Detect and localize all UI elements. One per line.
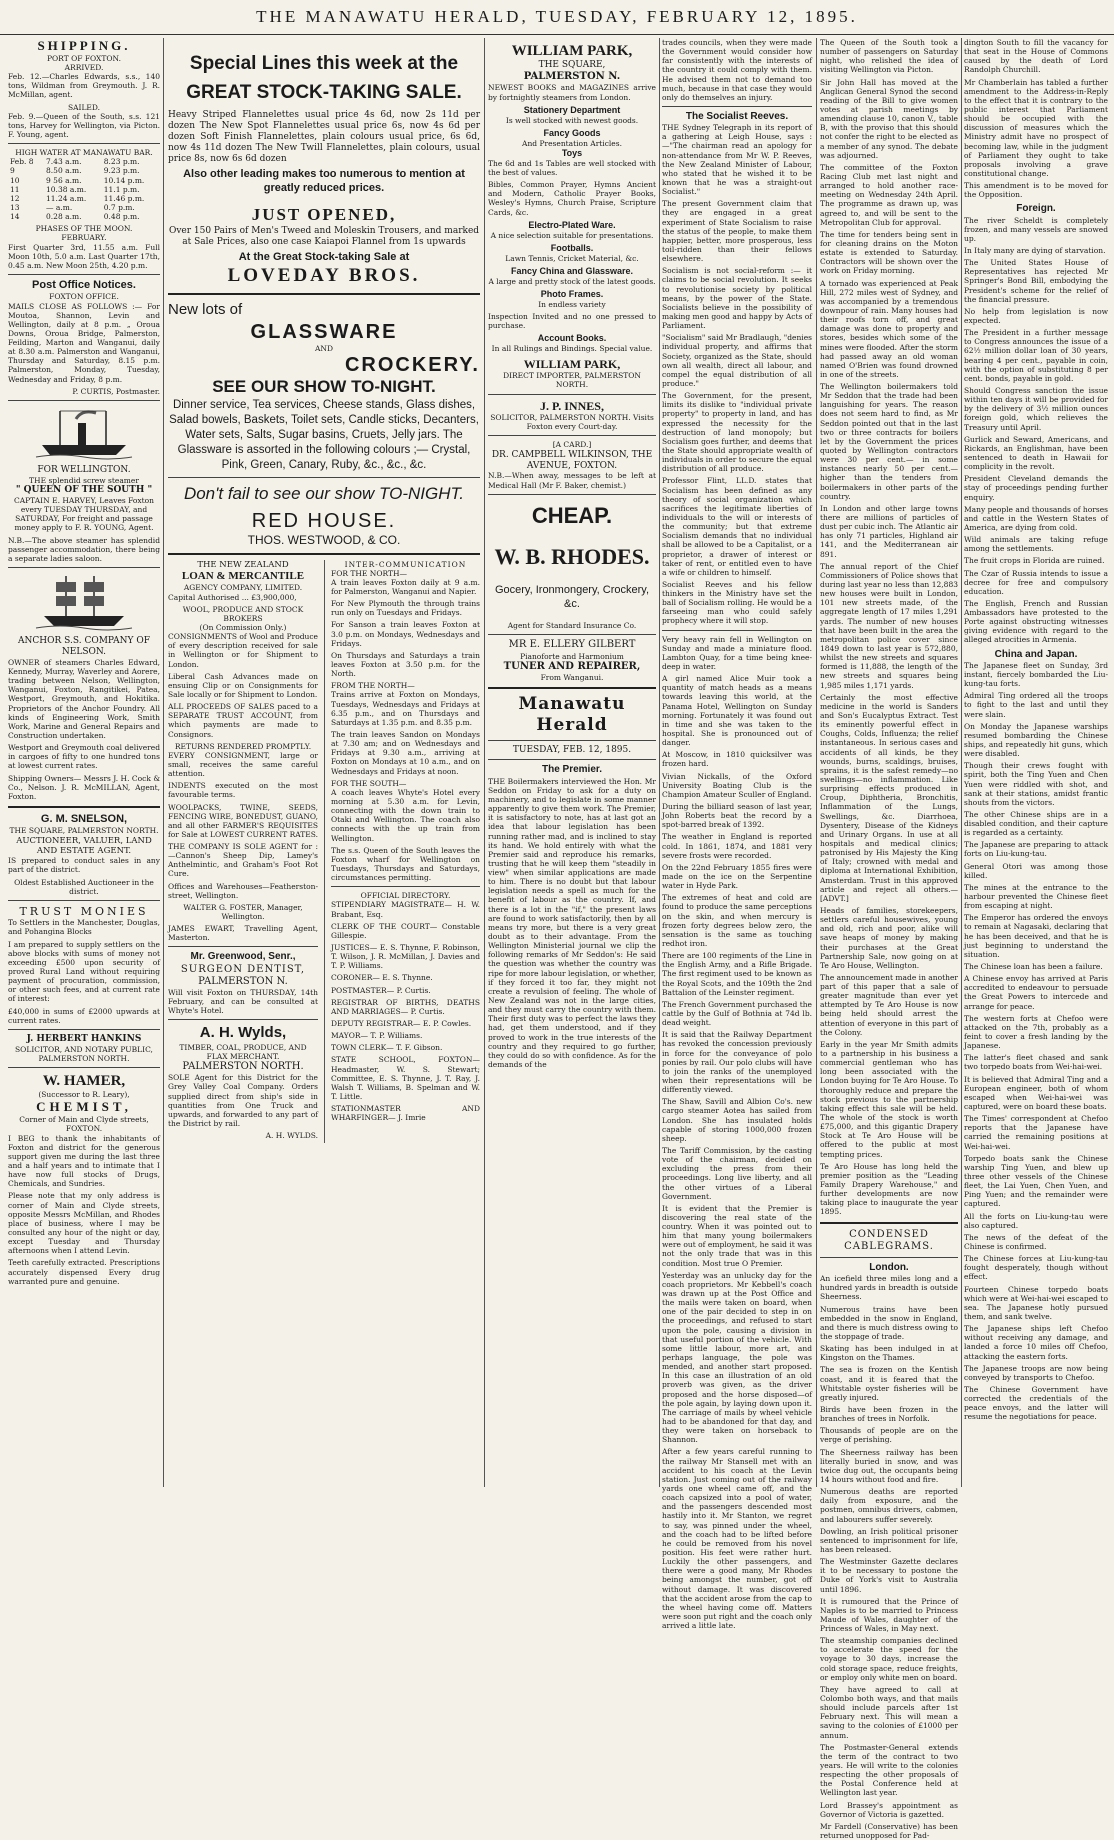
cable-item: This amendment is to be moved for the Opposition. xyxy=(964,181,1108,200)
anchor-agents: Shipping Owners— Messrs J. H. Cock & Co., Nelson. J. R. McMILLAN, Agent, Foxton. xyxy=(8,773,160,801)
war-item: The western forts at Chefoo were attacked on the 7th, probably as a feint to cover a fresh landing by the Japanese. xyxy=(964,1013,1108,1051)
mails-text: MAILS CLOSE AS FOLLOWS :— For Moutoa, Shannon, Levin and Wellington, daily at 8 p.m. „ Oroua Downs, Oroua Bridge, Palmerston, Feilding, Marton and Wanganui, daily at 8.30 a.m. Palmerston and Wanganui, Thursday and Saturday, 8.15 p.m. Palmerston, Monday, Tuesday, Wednesday and Friday, 8 p.m. xyxy=(8,301,160,384)
war-item: Though their crews fought with spirit, both the Ting Yuen and Chen Yuen were riddled with shot, and sank at their stations, amidst frantic shouts from the victors. xyxy=(964,761,1108,807)
news-item: There are 100 regiments of the Line in the English Army, and a Rifle Brigade. The first regiment used to be known as the Royal Scots, and the 109th the 2nd Battalion of the Leinster regiment. xyxy=(662,951,812,997)
news-item: Te Aro House has long held the premier position as the "Leading Family Drapery Warehouse," and further developments are now taking place to inaugurate the year 1895. xyxy=(820,1161,958,1217)
column-rule xyxy=(324,560,325,1144)
hankins-heading: J. HERBERT HANKINS xyxy=(26,1033,142,1044)
foreign-item: The river Scheldt is completely frozen, and many vessels are snowed up. xyxy=(964,215,1108,243)
post-office-sub: FOXTON OFFICE. xyxy=(49,292,119,302)
special-lines-heading: Special Lines this week at the xyxy=(189,53,459,74)
arrived-label: ARRIVED. xyxy=(64,63,104,72)
column-rule xyxy=(961,38,962,1487)
trousers-text: Over 150 Pairs of Men's Tweed and Moleskin Trousers, and marked at Sale Prices, also one case Kaiapoi Flannel from 1s upwards xyxy=(168,225,480,247)
war-item: The Chinese Government have corrected the credentials of the peace envoys, and the latter will resume the negotiations for peace. xyxy=(964,1384,1108,1422)
snelson-heading: G. M. SNELSON, xyxy=(40,813,128,826)
wylds-text: SOLE Agent for this District for the Grey Valley Coal Company. Orders supplied direct from ship's side in quantities from One Truck and upwards, and forwarded to any part of the District by rail. xyxy=(168,1073,318,1128)
footballs-heading: Footballs. xyxy=(550,242,594,253)
cable-item: The sea is frozen on the Kentish coast, and it is feared that the Whitstable oyster fisheries will be greatly injured. xyxy=(820,1365,958,1402)
wilkinson-heading: DR. CAMPBELL WILKINSON, THE AVENUE, FOXTON. xyxy=(491,449,653,471)
cable-item: Lord Brassey's appointment as Governor of Victoria is gazetted. xyxy=(820,1800,958,1819)
moon-month: FEBRUARY. xyxy=(61,233,107,243)
anchor-text: OWNER of steamers Charles Edward, Kennedy, Murray, Waverley and Aorere, trading between Nelson, Wellington, Wanganui, Foxton, Rangitikei, Patea, Westport, Greymouth, and Hokitika. Proprietors of the Anchor Foundry. All kinds of Engineering Work, Smith Work, Marine and General Repairs and Construction undertaken. xyxy=(8,657,160,741)
london-heading: London. xyxy=(869,1261,909,1273)
table-row: 13 — a.m. 0.7 p.m. xyxy=(10,202,135,212)
for-wellington-heading: FOR WELLINGTON. xyxy=(37,464,131,475)
palmerston-line: PALMERSTON N. xyxy=(523,71,621,83)
socialist-heading: The Socialist Reeves. xyxy=(685,110,789,122)
masthead: THE MANAWATU HERALD, TUESDAY, FEBRUARY 12, 1895. xyxy=(0,0,1114,35)
piano-line: Pianoforte and Harmonium xyxy=(520,651,624,661)
at-sale-line: At the Great Stock-taking Sale at xyxy=(238,250,410,263)
news-item: It is evident that the Premier is discovering the real state of the country. When it was pointed out to him that many young boilermakers were out of employment, he said it was not the only trade that was in this condition. Most true O Premier. xyxy=(662,1203,812,1268)
from-north-2: The train leaves Sandon on Mondays at 7.30 am; and on Wednesdays and Fridays at 9.30 a.m., arriving at Foxton on Mondays at 10 a.m., and on Wednesdays and Fridays at noon. xyxy=(331,730,480,776)
foreign-item: The fruit crops in Florida are ruined. xyxy=(964,556,1105,566)
gilbert-heading: MR E. ELLERY GILBERT xyxy=(508,639,636,651)
captain-notice: CAPTAIN E. HARVEY, Leaves Foxton every TUESDAY THURSDAY, and SATURDAY, For freight and passage money apply to F. R. YOUNG, Agent. xyxy=(13,495,155,533)
flannelette-prices: Heavy Striped Flannelettes usual price 4s 6d, now 2s 11d per dozen The New Spot Flannelettes usual price 6s, now 4s 6d per dozen Soft Finish Flannelettes, plain colours usual price, 6s 6d, now 4s 11d dozen The New Twill Flannelettes, plain colours, usual price 8s, now 6s 6d dozen xyxy=(168,110,480,165)
cable-item: dington South to fill the vacancy for that seat in the House of Commons caused by the death of Lord Randolph Churchill. xyxy=(964,38,1108,75)
account-text: In all Rulings and Bindings. Special value. xyxy=(491,344,653,354)
news-item: After a few years careful running to the railway Mr Stansell met with an accident to his coach at the Levin station. Just coming out of the railway yards one wheel came off, and the coach capsized into a pool of water, and the passengers descended most hastily into it. Mr Stanton, we regret to say, was pinned under the wheel, and the coach had to be lifted before he could be removed from his novel position. His feet were rather hurt. Luckily the other passengers, and there were a good many, Mr Rhodes being amongst the number, got off without damage. It was discovered that the accident arose from the cap to the wheel having come off. Matters were soon put right and the coach only arrived a little late. xyxy=(662,1447,812,1631)
socialist-p7: Socialist Reeves and his fellow thinkers in the Ministry have set the ball of Socialism rolling. He would be a farseeing man who could safely prophecy where it will stop. xyxy=(662,579,812,626)
news-item: The Wellington boilermakers told Mr Seddon that the trade had been languishing for years. The reason does not seem hard to find, as Mr Seddon pointed out that in the last two or three contracts for boilers let by the Government the prices quoted by Wellington contractors were 30 per cent.— in some instances nearly 50 per cent.— higher than the tenders from boilermakers in other parts of the country. xyxy=(820,382,958,501)
innes-heading: J. P. INNES, xyxy=(540,398,604,413)
cablegrams-heading: CONDENSED CABLEGRAMS. xyxy=(844,1228,934,1252)
stationmaster: STATIONMASTER AND WHARFINGER— J. Imrie xyxy=(331,1104,480,1123)
oldest-auctioneer: Oldest Established Auctioneer in the district. xyxy=(14,877,154,896)
toys-text: The 6d and 1s Tables are well stocked with the best of values. xyxy=(488,158,656,178)
lower-left-ads xyxy=(168,560,318,1144)
news-item: It is said that the Railway Department has revoked the concession previously in force for the conveyance of polo ponies by rail. Our polo clubs will have to join the ranks of the unemployed when their representations will be differently viewed. xyxy=(662,1030,812,1095)
china-text: A large and pretty stock of the latest goods. xyxy=(488,276,656,286)
from-wanganui: From Wanganui. xyxy=(540,672,604,682)
crockery-heading: CROCKERY. xyxy=(344,354,480,377)
steamer-line: THE splendid screw steamer xyxy=(29,475,139,485)
william-park-sig: WILLIAM PARK, xyxy=(523,356,621,371)
column-4 xyxy=(662,38,812,1631)
premier-article: THE Boilermakers interviewed the Hon. Mr Seddon on Friday to ask for a duty on machinery, and to legislate in some manner apparently to give them work. The Premier, it is satisfactory to note, has at last got an idea that labour legislation has been running rather mad, and is inclined to stay its hand. We hold entirely with what the Premier said and reproduce his remarks, trusting that he will keep them "steadily in view" when similar applications are made to him. There is no doubt but that labour legislation needs a spell as much for the benefit of labour as the country. If, and there is a lot in the "if," the present laws are found to work satisfactorily, then by all means try more, but there is a very great doubt as to their advantage. From the Wellington Ministerial journal we clip the following remarks of Mr Seddon's: He said the question was whether the country was ripe for more labour legislation, or whether, if they forced it too far, they might not create a revulsion of feeling. The whole of New Zealand was not in the large cities, and they must carry the country with them. Their first duty was to perfect the laws they had, get them understood, and if they proved to work in the true interests of the country and they required to go further, they could do so with confidence. As for the demands of the xyxy=(488,776,656,1070)
direct-importer: DIRECT IMPORTER, PALMERSTON NORTH. xyxy=(503,371,641,390)
card-label: [A CARD.] xyxy=(552,440,592,450)
anchor-text-2: Westport and Greymouth coal delivered in cargoes of fifty to one hundred tons at lowest current rates. xyxy=(8,743,160,771)
table-row: 11 10.38 a.m. 11.1 p.m. xyxy=(10,184,140,194)
north-1: A train leaves Foxton daily at 9 a.m. for Palmerston, Wanganui and Napier. xyxy=(331,577,480,597)
foreign-item: The President in a further message to Congress announces the issue of a 62½ million dollar loan of 30 years, bearing 4 per cent., payable in coin, with the option of substituting 8 per cent. bonds, payable in gold. xyxy=(964,328,1108,383)
cable-item: Numerous deaths are reported daily from exposure, and the postmen, omnibus drivers, cabmen, and labourers suffer severely. xyxy=(820,1487,958,1524)
lower-right-ads xyxy=(331,560,480,1144)
china-heading: Fancy China and Glassware. xyxy=(510,265,634,276)
lower-ads xyxy=(168,560,480,1144)
news-item: Certainly the most effective medicine in the world is Sanders and Son's Eucalyptus Extract. Test its eminently powerful effect in Coughs, Colds, Influenza; the relief instantaneous. In serious cases and accidents of all kinds, be they wounds, burns, scaldings, bruises, sprains, it is the safest remedy—no swellings—no inflammation. Like surprising effects produced in Croup, Diphtheria, Bronchitis, Inflammation of the Lungs, Swellings, &c. Diarrhoea, Dysentery, Disease of the Kidneys and Urinary Organs. In use at all hospitals and medical clinics; patronised by His Majesty the King of Italy; crowned with medal and diploma at International Exhibition, Amsterdam. Trust in this approved article and reject all others.—[ADVT.] xyxy=(820,692,958,903)
news-item: In London and other large towns there are millions of particles of dust per cubic inch. The Atlantic air has only 71 particles, Highland air 141, and the Mediterranean air 891. xyxy=(820,503,958,559)
indents-text: INDENTS executed on the most favourable terms. xyxy=(168,781,318,800)
foreign-item: Should Congress sanction the issue within ten days it will be provided for by the delivery of 3½ million ounces foreign gold, which relieves the Treasury until April. xyxy=(964,385,1108,432)
grocery-line: Gocery, Ironmongery, Crockery, &c. xyxy=(494,584,650,610)
premier-heading: The Premier. xyxy=(541,764,603,776)
news-item: The Tariff Commission, by the casting vote of the chairman, decided on excluding the press from their proceedings. Long live liberty, and all the other virtues of a Liberal Government. xyxy=(662,1145,812,1201)
timber-line: TIMBER, COAL, PRODUCE, AND FLAX MERCHANT. xyxy=(179,1042,307,1061)
north-4: On Thursdays and Saturdays a train leaves Foxton at 3.50 p.m. for the North. xyxy=(331,650,480,679)
news-item: At Moscow, in 1810 quicksilver was frozen hard. xyxy=(662,750,812,769)
returns-line: RETURNS RENDERED PROMPTLY. xyxy=(174,741,312,751)
war-item: It is believed that Admiral Ting and a European engineer, both of whom escaped when Wei-hai-wei was captured, were on board these boats. xyxy=(964,1074,1108,1111)
official-directory-heading: OFFICIAL DIRECTORY. xyxy=(360,891,451,901)
table-row: 9 8.50 a.m. 9.23 p.m. xyxy=(10,166,140,176)
photo-text: In endless variety xyxy=(538,300,606,310)
anchor-heading: ANCHOR S.S. COMPANY OF NELSON. xyxy=(18,635,150,657)
tuner-line: TUNER AND REPAIRER, xyxy=(503,660,641,672)
war-item: The Times' correspondent at Chefoo reports that the Japanese have carried the remaining positions at Wei-hai-wei. xyxy=(964,1114,1108,1151)
war-item: Torpedo boats sank the Chinese warship Ting Yuen, and blew up three other vessels of the Chinese fleet, the Lai Yuen, Chen Yuen, and Ping Yuen; and the remainder were captured. xyxy=(964,1153,1108,1209)
foreign-item: The Czar of Russia intends to issue a decree for free and compulsory education. xyxy=(964,568,1108,596)
hamer-text-2: Please note that my only address is corner of Main and Clyde streets, opposite Messrs McMillan, and Rhodes place of business, where I may be consulted any hour of the night or day, except Tuesday and Thursday afternoons when I attend Levin. xyxy=(8,1191,160,1256)
registrar: REGISTRAR OF BIRTHS, DEATHS AND MARRIAGES— P. Curtis. xyxy=(331,997,480,1016)
post-office-heading: Post Office Notices. xyxy=(32,278,136,291)
inspection-text: Inspection Invited and no one pressed to purchase. xyxy=(488,312,656,331)
stipendiary: STIPENDIARY MAGISTRATE— H. W. Brabant, Esq. xyxy=(331,900,480,919)
snelson-sub: THE SQUARE, PALMERSTON NORTH. xyxy=(9,826,159,836)
war-item: The Japanese troops are now being conveyed by transports to Chefoo. xyxy=(964,1363,1108,1382)
show-tonight: SEE OUR SHOW TO-NIGHT. xyxy=(212,377,436,397)
column-rule xyxy=(484,38,485,1487)
steamship-icon xyxy=(36,405,132,461)
news-item: Sir John Hall has moved at the Anglican General Synod the second reading of the Bill to give women votes at parish meetings by amending clause 10, canon V., table B, with the proviso that this should not confer the right to be elected as a member of any synod. The debate was adjourned. xyxy=(820,77,958,160)
glassware-heading: GLASSWARE xyxy=(250,320,398,343)
cable-item: The Sheerness railway has been literally buried in snow, and was twice dug out, the occupants being 14 hours without food and fire. xyxy=(820,1447,958,1484)
wilkinson-nb: N.B.—When away, messages to be left at Medical Hall (Mr F. Baker, chemist.) xyxy=(488,471,656,490)
shipping-heading: SHIPPING. xyxy=(37,38,131,53)
for-south-label: FOR THE SOUTH— xyxy=(331,778,407,788)
foreign-heading: Foreign. xyxy=(1016,203,1056,215)
fancy-goods-sub: And Presentation Articles. xyxy=(522,138,622,148)
every-consignment: EVERY CONSIGNMENT, large or small, receives the same careful attention. xyxy=(168,750,318,779)
greenwood-town: PALMERSTON N. xyxy=(198,975,288,987)
also-other-makes: Also other leading makes too numerous to mention at greatly reduced prices. xyxy=(183,168,465,194)
foreign-item: In Italy many are dying of starvation. xyxy=(964,246,1106,255)
justices: JUSTICES— E. S. Thynne, F. Robinson, T. Wilson, J. R. McMillan, J. Davies and T. P. Williams. xyxy=(331,942,480,971)
news-item: On the 22nd February 1855 fires were made on the ice on the Serpentine water in Hyde Park. xyxy=(662,862,812,891)
arrival-entry: Feb. 12.—Charles Edwards, s.s., 140 tons, Wildman from Greymouth. J. R. McMillan, agent. xyxy=(8,72,160,100)
insurance-agent: Agent for Standard Insurance Co. xyxy=(507,621,637,631)
moon-phases: First Quarter 3rd, 11.55 a.m. Full Moon 10th, 5.0 a.m. Last Quarter 17th, 0.45 a.m. New Moon 25th, 4.20 p.m. xyxy=(8,242,160,270)
cable-item: Thousands of people are on the verge of perishing. xyxy=(820,1426,958,1445)
sole-agent-text: THE COMPANY IS SOLE AGENT for :—Cannon's Sheep Dip, Lamey's Anthelmintic, and Graham's Foot Rot Cure. xyxy=(168,842,318,879)
wool-brokers: WOOL, PRODUCE AND STOCK BROKERS xyxy=(182,604,304,623)
herald-nameplate: Manawatu Herald xyxy=(518,694,626,735)
from-north-1: Trains arrive at Foxton on Mondays, Tuesdays, Wednesdays and Fridays at 6.35 p.m., and on Thursdays and Saturdays at 1.35 p.m. and 8.35 p.m. xyxy=(331,690,480,727)
and-label: AND xyxy=(315,343,333,353)
toys-heading: Toys xyxy=(561,147,583,158)
war-item: The latter's fleet chased and sank two torpedo boats from Wei-hai-wei. xyxy=(964,1053,1108,1072)
deputy-registrar: DEPUTY REGISTRAR— E. P. Cowles. xyxy=(331,1018,472,1028)
trust-monies-heading: TRUST MONIES xyxy=(19,904,149,918)
queen-of-south: " QUEEN OF THE SOUTH " xyxy=(15,485,153,496)
for-south-2: The s.s. Queen of the South leaves the Foxton wharf for Wellington on Tuesdays, Thursdays and Saturdays, circumstances permitting. xyxy=(331,845,480,883)
war-item: The mines at the entrance to the harbour prevented the Chinese fleet from escaping at night. xyxy=(964,882,1108,911)
cable-item: Skating has been indulged in at Kingston on the Thames. xyxy=(820,1344,958,1363)
glassware-list: Dinner service, Tea services, Cheese stands, Glass dishes, Salad bowels, Baskets, Toilet sets, Candle sticks, Decanters, Water sets, Salts, Sugar basins, Cruets, Jelly jars. The Glassware is assorted in the following colours ;— Crystal, Pink, Green, Canary, Ruby, &c., &c., &c. xyxy=(169,399,479,471)
woolpacks-text: WOOLPACKS, TWINE, SEEDS, FENCING WIRE, BONEDUST, GUANO, and all other FARMER'S REQUISITES for Sale at LOWEST CURRENT RATES. xyxy=(168,802,318,839)
surgeon-dentist: SURGEON DENTIST, xyxy=(180,963,306,975)
sailed-label: SAILED. xyxy=(67,102,101,112)
war-item: A Chinese envoy has arrived at Paris accredited to endeavour to persuade the Great Powers to intercede and arrange for peace. xyxy=(964,974,1108,1011)
cable-item: Numerous trains have been embedded in the snow in England, and there is much distress owing to the stoppage of trade. xyxy=(820,1304,958,1341)
foreign-item: Wild animals are taking refuge among the settlements. xyxy=(964,535,1108,554)
cable-item: An icefield three miles long and a hundred yards in breadth is outside Sheerness. xyxy=(820,1274,958,1302)
foreign-item: The English, French and Russian Ambassadors have protested to the Porte against obstructing witnesses giving evidence with regard to the alleged atrocities in Armenia. xyxy=(964,598,1108,645)
cable-item: Dowling, an Irish political prisoner sentenced to imprisonment for life, has been released. xyxy=(820,1526,958,1554)
hamer-sub: (Successor to R. Leary), xyxy=(38,1090,130,1100)
account-heading: Account Books. xyxy=(537,333,607,344)
foster-sig: WALTER G. FOSTER, Manager, Wellington. xyxy=(183,902,303,922)
westwood-co: THOS. WESTWOOD, & CO. xyxy=(247,533,401,548)
news-item: A tornado was experienced at Peak Hill, 272 miles west of Sydney, and was accompanied by a tremendous downpour of rain. Many houses had their roofs torn off, and great damage was done to property and stores, besides which some of the mines were flooded. After the storm had passed away an old woman named O'Brien was found drowned in one of the streets. xyxy=(820,278,958,379)
socialist-p2: The present Government claim that they are engaged in a great experiment of State Socialism to raise the status of the people, to make them happier, better, more prosperous, less toil-ridden than their fellows elsewhere. xyxy=(662,199,812,264)
postmaster: POSTMASTER— P. Curtis. xyxy=(331,985,431,995)
william-park-heading: WILLIAM PARK, xyxy=(511,43,633,59)
agency-line: AGENCY COMPANY, LIMITED. xyxy=(183,583,303,593)
square-line: THE SQUARE, xyxy=(538,60,606,71)
electro-heading: Electro-Plated Ware. xyxy=(528,219,616,230)
war-item: The news of the defeat of the Chinese is confirmed. xyxy=(964,1232,1108,1251)
issue-date: TUESDAY, FEB. 12, 1895. xyxy=(512,744,632,755)
postmaster-sig: P. CURTIS, Postmaster. xyxy=(72,386,160,396)
news-item: Early in the year Mr Smith admits to a partnership in his business a commercial gentleman who has long been associated with the London buying for Te Aro House. To thoroughly reduce and prepare the stock previous to the partnership taking effect this sale will be held. The whole of the stock is worth £75,000, and this gigantic Drapery Stock at Te Aro House will be offered to the public at most tempting prices. xyxy=(820,1039,958,1159)
news-item: The Queen of the South took a number of passengers on Saturday night, who relished the idea of visiting Wellington via Picton. xyxy=(820,38,958,75)
war-item: The Emperor has ordered the envoys to remain at Nagasaki, declaring that he has been deceived, and that he is just beginning to understand the situation. xyxy=(964,913,1108,959)
wylds-sig: A. H. WYLDS. xyxy=(265,1131,318,1141)
foreign-item: The United States House of Representatives has rejected Mr Springer's Bond Bill, embodying the President's scheme for the relief of the financial pressure. xyxy=(964,258,1108,304)
stationery-text: Is well stocked with newest goods. xyxy=(505,115,639,125)
just-opened-heading: JUST OPENED, xyxy=(251,205,397,224)
trust-text: To Settlers in the Manchester, Douglas, and Pohangina Blocks xyxy=(8,918,160,937)
passenger-nb: N.B.—The above steamer has splendid passenger accommodation, there being a separate ladies saloon. xyxy=(8,535,160,563)
nz-heading: THE NEW ZEALAND xyxy=(197,559,289,570)
state-school: STATE SCHOOL, FOXTON— Headmaster, W. S. Stewart; Committee, E. S. Thynne, J. T. Ray, J. Walsh T. Williams, B. Spelman and W. T. Little. xyxy=(331,1055,480,1101)
offices-text: Offices and Warehouses—Featherston-street, Wellington. xyxy=(168,881,318,900)
sailing-ship-icon xyxy=(36,572,132,632)
innes-text: SOLICITOR, PALMERSTON NORTH. Visits Foxton every Court-day. xyxy=(490,413,654,432)
cheap-heading: CHEAP. xyxy=(531,502,613,528)
news-item: Vivian Nickalls, of the Oxford University Boating Club is the Champion Amateur Sculler of England. xyxy=(662,771,812,799)
socialist-p3: Socialism is not social-reform :— it claims to be social revolution. It seeks to revolutionise society by political means, by the power of the State. Socialists believe in the possibility of making men good and happy by Acts of Parliament. xyxy=(662,266,812,331)
from-north-label: FROM THE NORTH— xyxy=(331,681,415,691)
chemist-address: Corner of Main and Clyde streets, FOXTON. xyxy=(19,1115,149,1134)
china-japan-heading: China and Japan. xyxy=(994,648,1078,660)
liberal-text: Liberal Cash Advances made on ensuing Clip or on Consignments for Sale locally or for Shipment to London. xyxy=(168,671,318,699)
hamer-text-3: Teeth carefully extracted. Prescriptions accurately dispensed Every drug warranted pure and genuine. xyxy=(8,1258,160,1286)
proceeds-text: ALL PROCEEDS OF SALES paced to a SEPARATE TRUST ACCOUNT, from which payments are made to Consignors. xyxy=(168,702,318,739)
fancy-goods-heading: Fancy Goods xyxy=(543,127,601,138)
rhodes-heading: W. B. RHODES. xyxy=(494,543,650,569)
trust-text-2: I am prepared to supply settlers on the above blocks with sums of money not exceeding £500 upon security of proved Rural Land without requiring payment of procuration, commission, or other such fees, and at current rate of interest: xyxy=(8,939,160,1004)
dont-fail-heading: Don't fail to see our show TO-NIGHT. xyxy=(183,483,465,503)
ewart-sig: JAMES EWART, Travelling Agent, Masterton. xyxy=(168,924,318,943)
cable-item: The Westminster Gazette declares it to be necessary to postone the Duke of York's visit to Australia until 1896. xyxy=(820,1557,958,1594)
tide-table xyxy=(8,157,160,221)
socialist-p1: THE Sydney Telegraph in its report of a gathering at Leigh House, says :—"The chairman read an apology for non-attendance from Mr W. P. Reeves, the New Zealand Minister of Labour, who stated that he wished it to be known that he was a straight-out Socialist." xyxy=(662,123,812,197)
commission-line: (On Commission Only.) xyxy=(199,622,287,632)
north-3: For Sanson a train leaves Foxton at 3.0 p.m. on Mondays, Wednesdays and Fridays. xyxy=(331,620,480,648)
news-item: A girl named Alice Muir took a quantity of match heads as a means towards leaving this world, at the Panama Hotel, Wellington on Sunday morning. Fortunately it was found out in time and she was taken to the hospital. She is pronounced out of danger. xyxy=(662,674,812,748)
cable-item: The steamship companies declined to accelerate the speed for the voyage to 30 days, increase the cold storage space, reduce freights, or employ only white men on board. xyxy=(820,1636,958,1682)
wylds-town: PALMERSTON NORTH. xyxy=(182,1061,304,1073)
war-item: The Japanese are preparing to attack forts on Liu-kung-tau. xyxy=(964,840,1108,859)
stationery-heading: Stationery Department xyxy=(523,104,621,115)
bibles-text: Bibles, Common Prayer, Hymns Ancient and Modern, Catholic Prayer Books, Wesley's Hymns, Church Praise, Scripture Cards, &c. xyxy=(488,180,656,217)
war-item: The Japanese ships left Chefoo without receiving any damage, and landed a force 10 miles off Chefoo, attacking the eastern forts. xyxy=(964,1324,1108,1361)
war-item: Admiral Ting ordered all the troops to fight to the last and until they were slain. xyxy=(964,691,1108,719)
auctioneer-text: IS prepared to conduct sales in any part of the district. xyxy=(8,856,160,875)
stocktaking-heading: GREAT STOCK-TAKING SALE. xyxy=(186,82,462,104)
greenwood-text: Will visit Foxton on THURSDAY, 14th February, and can be consulted at Whyte's Hotel. xyxy=(168,988,318,1016)
column-3 xyxy=(488,38,656,1487)
cable-item: The Postmaster-General extends the term of the contract to two years. He will write to the colonies respecting the other proposals of the Postal Conference held at Wellington last year. xyxy=(820,1742,958,1798)
news-item: The French Government purchased the cattle by the Gulf of Bothnia at 74d lb. dead weight. xyxy=(662,999,812,1028)
news-item: The time for tenders being sent in for cleaning drains on the Moton estate is extended to Saturday. Contractors will be shown over the work on Friday morning. xyxy=(820,229,958,276)
footballs-text: Lawn Tennis, Cricket Material, &c. xyxy=(505,253,639,263)
tide-heading: HIGH WATER AT MANAWATU BAR. xyxy=(15,148,153,158)
greenwood-heading: Mr. Greenwood, Senr., xyxy=(190,951,296,963)
hankins-sub: SOLICITOR, AND NOTARY PUBLIC, PALMERSTON NORTH. xyxy=(15,1044,153,1063)
table-row: 10 9 56 a.m. 10.14 p.m. xyxy=(10,175,145,185)
town-clerk: TOWN CLERK— T. F. Gibson. xyxy=(331,1043,443,1053)
sailing-entry: Feb. 9.—Queen of the South, s.s. 121 tons, Harvey for Wellington, via Picton. F. Young, agent. xyxy=(8,111,160,139)
news-item: The committee of the Foxton Racing Club met last night and arranged to hold another race-meeting on Wednesday 24th April. The programme as drawn up, was agreed to, and will be sent to the Metropolitan Club for approval. xyxy=(820,162,958,227)
trust-text-3: £40,000 in sums of £2000 upwards at current rates. xyxy=(8,1006,160,1025)
news-item: The annual report of the Chief Commissioners of Police shows that during last year no less than 12,883 new houses were built in London, 101 new streets made, of the aggregate length of 17 miles 1,291 yards. The number of new houses that have been built in the area the metropolitan police cover since 1849 down to last year is 572,880, whilst the new streets and squares formed is 11,888, the length of the new streets and squares being 1,985 miles 1,171 yards. xyxy=(820,561,958,690)
war-item: The Chinese forces at Liu-kung-tau fought desperately, though without effect. xyxy=(964,1254,1108,1282)
for-north-label: FOR THE NORTH— xyxy=(331,568,408,578)
consignments-text: CONSIGNMENTS of Wool and Produce of every description received for sale in Wellington or for Shipment to London. xyxy=(168,632,318,669)
war-item: The Japanese fleet on Sunday, 3rd instant, fiercely bombarded the Liu-kung-tau forts. xyxy=(964,660,1108,689)
table-row: 14 0.28 a.m. 0.48 p.m. xyxy=(10,212,140,222)
war-item: Fourteen Chinese torpedo boats which were at Wei-hai-wei escaped to sea. The Japanese hotly pursued them, and sank twelve. xyxy=(964,1284,1108,1321)
north-2: For New Plymouth the through trains run only on Tuesdays and Fridays. xyxy=(331,599,480,618)
loveday-bros: LOVEDAY BROS. xyxy=(227,265,421,287)
socialist-p6: Professor Flint, LL.D. states that Socialism has been defined as any theory of social organization which sacrifices the legitimate liberties of individuals to the will or interests of the community; but that extreme Socialism demands that no individual shall be allowed to be a Capitalist, or a proprietor, a drawer of interest or taker of rent, or entitled even to have a wife or children to himself. xyxy=(662,476,812,577)
mayor: MAYOR— T. P. Williams. xyxy=(331,1031,423,1041)
column-rule xyxy=(163,38,164,1487)
column-rule xyxy=(816,38,817,1487)
socialist-p4: "Socialism" said Mr Bradlaugh, "denies individual property, and affirms that Society, organized as the State, should own all wealth, direct all labour, and compel the equal distribution of all produce." xyxy=(662,333,812,388)
news-item: The Shaw, Savill and Albion Co's. new cargo steamer Aotea has sailed from London. She has insulated holds capable of storing 1000,000 frozen sheep. xyxy=(662,1097,812,1143)
foreign-item: Many people and thousands of horses and cattle in the Western States of America, are dying from cold. xyxy=(964,504,1108,532)
war-item: The other Chinese ships are in a disabled condition, and their capture is regarded as a certainty. xyxy=(964,809,1108,838)
cable-item: Mr Fardell (Conservative) has been returned unopposed for Pad- xyxy=(820,1821,958,1840)
news-item: The weather in England is reported cold. In 1861, 1874, and 1881 very severe frosts were recorded. xyxy=(662,832,812,860)
table-row: 12 11.24 a.m. 11.46 p.m. xyxy=(10,193,145,203)
intercommunication-heading: INTER-COMMUNICATION xyxy=(344,559,467,569)
auctioneer-heading: AUCTIONEER, VALUER, LAND AND ESTATE AGENT. xyxy=(16,835,152,856)
clerk-of-court: CLERK OF THE COURT— Constable Gillespie. xyxy=(331,921,480,940)
news-item: The announcement made in another part of this paper that a sale of greater magnitude than ever yet attempted by Te Aro House is now being held should arrest the attention of everyone in this part of the Colony. xyxy=(820,972,958,1037)
column-rule xyxy=(659,38,660,1487)
war-item: On Monday the Japanese warships resumed bombarding the Chinese ships, and repeatedly hit guns, which were disabled. xyxy=(964,721,1108,759)
news-item: During the billiard season of last year, John Roberts beat the record by a spot-barred break of 1392. xyxy=(662,802,812,830)
cable-item: They have agreed to call at Colombo both ways, and that mails should include parcels after 1st February next. This will mean a saving to the colonies of £1000 per annum. xyxy=(820,1684,958,1740)
cable-item: It is rumoured that the Prince of Naples is to be married to Princess Maude of Wales, daughter of the Princess of Wales, in May next. xyxy=(820,1596,958,1634)
hamer-heading: W. HAMER, xyxy=(42,1073,126,1090)
socialist-p5: The Government, for the present, limits its dislike to "individual private property" to property in land, and has expressed the necessity for the destruction of land monopoly; but Socialism goes further, and deems that the State should appropriate wealth of individuals in order to secure the equal distribution of all produce. xyxy=(662,391,812,474)
war-item: All the forts on Liu-kung-tau were also captured. xyxy=(964,1211,1108,1230)
hamer-text: I BEG to thank the inhabitants of Foxton and district for the generous support given me during the last three and a half years and to intimate that I have now full stocks of Drugs, Chemicals, and Sundries. xyxy=(8,1133,160,1189)
column-5 xyxy=(820,38,958,1840)
column-6 xyxy=(964,38,1108,1487)
moon-heading: PHASES OF THE MOON. xyxy=(35,224,133,234)
foreign-item: Gurlick and Seward, Americans, and Rickards, an Englishman, have been sentenced to death in Hawaii for complicity in the revolt. xyxy=(964,434,1108,472)
newest-books: NEWEST BOOKS and MAGAZINES arrive by fortnightly steamers from London. xyxy=(488,83,656,102)
wylds-heading: A. H. Wylds, xyxy=(199,1024,287,1042)
capital-line: Capital Authorised ... £3,900,000, xyxy=(168,592,297,602)
column-1 xyxy=(8,38,160,1487)
port-heading: PORT OF FOXTON. xyxy=(46,53,121,63)
news-item: Very heavy rain fell in Wellington on Sunday and made a miniature flood. Lambton Quay, for a time being knee-deep in water. xyxy=(662,634,812,672)
foreign-item: President Cleveland demands the stay of proceedings pending further enquiry. xyxy=(964,474,1108,502)
column-2 xyxy=(168,38,480,1487)
cable-item: Mr Chamberlain has tabled a further amendment to the Address-in-Reply to the effect that it is contrary to the public interest that Parliament should be occupied with the discussion of measures which the Ministry admit have no prospect of becoming law, while in the judgment of Parliament they ought to take proposals involving a grave constitutional change. xyxy=(964,77,1108,178)
loan-mercantile: LOAN & MERCANTILE xyxy=(181,570,305,582)
photo-heading: Photo Frames. xyxy=(540,289,604,300)
news-item: Yesterday was an unlucky day for the coach proprietors. Mr Kebbell's coach was drawn up at the Post Office and the mails were taken on board, when one of the pair decided to step in on the proceedings, and refused to start upon the pole, causing a division in that useful portion of the vehicle. With some little labour, more art, and perhaps language, the pole was mended, and another start proposed. In this case an illustration of an old proverb was given, as the driver proposed and the horse disposed—of the pole again, by laying down upon it. The carriage of mails by wheel vehicle had to be abandoned for that day, and they were taken on horseback to Shannon. xyxy=(662,1270,812,1445)
chemist-heading: CHEMIST, xyxy=(36,1099,132,1115)
premier-continued: trades councils, when they were made the Government would consider how far consistently with the interests of the country it could comply with them. He advised them not to demand too much, because in that case they would only do themselves an injury. xyxy=(662,38,812,102)
war-item: General Otori was among those killed. xyxy=(964,861,1108,880)
war-item: The Chinese loan has been a failure. xyxy=(964,962,1103,972)
table-row: Feb. 8 7.43 a.m. 8.23 p.m. xyxy=(10,157,140,167)
foreign-item: No help from legislation is now expected. xyxy=(964,306,1108,325)
cable-item: Birds have been frozen in the branches of trees in Norfolk. xyxy=(820,1404,958,1424)
electro-text: A nice selection suitable for presentations. xyxy=(490,230,654,240)
for-south-1: A coach leaves Whyte's Hotel every morning at 5.30 a.m. for Levin, connecting with the down train to Otaki and Wellington. The coach also connects with the up train from Wellington. xyxy=(331,787,480,843)
coroner: CORONER— E. S. Thynne. xyxy=(331,973,433,983)
news-item: The extremes of heat and cold are found to produce the same perceptions on the skin, and when mercury is frozen forty degrees below zero, the sensation is the same as touching redhot iron. xyxy=(662,893,812,948)
red-house: RED HOUSE. xyxy=(251,509,397,532)
news-item: Heads of families, storekeepers, settlers careful housewives, young and old, rich and poor, alike will save heaps of money by making their purchases at the Great Partnership Sale, now going on at Te Aro House, Wellington. xyxy=(820,905,958,970)
new-lots-heading: New lots of xyxy=(168,301,243,319)
